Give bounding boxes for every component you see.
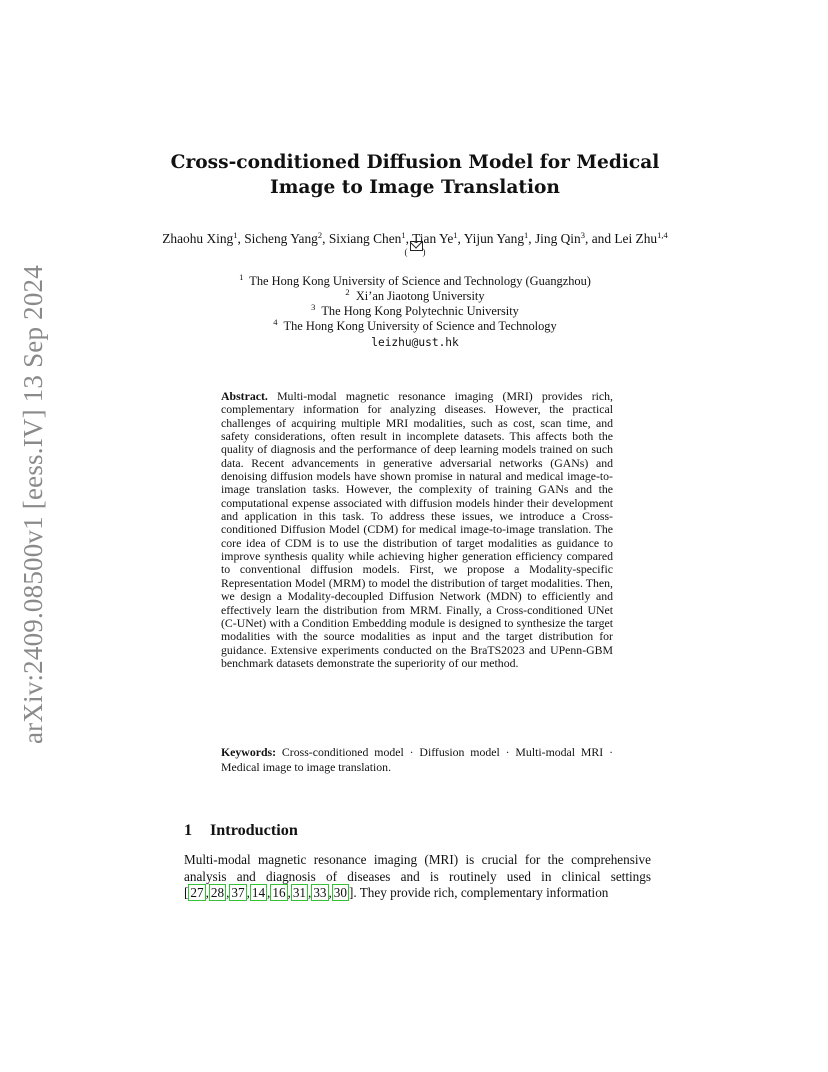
affiliation-line: $^1$ The Hong Kong University of Science and Technology (Guangzhou) bbox=[239, 272, 591, 288]
author-affil-sup: 1 bbox=[453, 230, 458, 240]
paper-title bbox=[150, 150, 680, 200]
section-title: Introduction bbox=[210, 821, 298, 839]
author-affil-sup: 3 bbox=[580, 230, 585, 240]
introduction-paragraph bbox=[184, 852, 651, 902]
author-affil-sup: 1 bbox=[524, 230, 529, 240]
citation-link[interactable]: 30 bbox=[333, 885, 347, 901]
section-heading-introduction bbox=[184, 821, 298, 840]
citation-link[interactable]: 14 bbox=[251, 885, 266, 901]
author-affil-sup: 1 bbox=[401, 230, 406, 240]
author-name: Yijun Yang bbox=[463, 231, 525, 246]
title-line-2: Image to Image Translation bbox=[270, 177, 560, 198]
keywords-label: Keywords: bbox=[221, 745, 277, 759]
author-name: and Lei Zhu bbox=[591, 231, 658, 246]
section-number: 1 bbox=[184, 821, 193, 839]
contact-email[interactable]: leizhu@ust.hk bbox=[371, 336, 459, 349]
affiliation-line: $^3$ The Hong Kong Polytechnic University bbox=[311, 302, 519, 318]
citation-link[interactable]: 33 bbox=[313, 885, 327, 901]
author-name: Jing Qin bbox=[534, 231, 581, 246]
abstract-text: Multi-modal magnetic resonance imaging (MRI) provides rich, complementary information for analyzing diseases. However, the practical challenges of acquiring multiple MRI modalities, such as cost, scan time, and safety considerations, often result in incomplete datasets. This affects both the quality of diagnosis and the performance of deep learning models trained on such data. Recent advancements in generative adversarial networks (GANs) and denoising diffusion models have shown promise in natural and medical image-to-image translation tasks. However, the complexity of training GANs and the computational expense associated with diffusion models hinder their development and application in this task. To address these issues, we introduce a Cross-conditioned Diffusion Model (CDM) for medical image-to-image translation. The core idea of CDM is to use the distribution of target modalities as guidance to improve synthesis quality while achieving higher generation efficiency compared to conventional diffusion models. First, we propose a Modality-specific Representation Model (MRM) to model the distribution of target modalities. Then, we design a Modality-decoupled Diffusion Network (MDN) to efficiently and effectively learn the distribution from MRM. Finally, a Cross-conditioned UNet (C-UNet) with a Condition Embedding module is designed to synthesize the target modalities with the source modalities as input and the target distribution for guidance. Extensive experiments conducted on the BraTS2023 and UPenn-GBM benchmark datasets demonstrate the superiority of our method. bbox=[221, 389, 613, 670]
affiliations bbox=[160, 274, 670, 350]
author-name: Sixiang Chen bbox=[328, 231, 402, 246]
author-affil-sup: 2 bbox=[317, 230, 323, 240]
intro-text-after: . They provide rich, complementary information bbox=[353, 885, 609, 901]
keywords-text: Cross-conditioned model · Diffusion model · Multi-modal MRI · Medical image to image translation. bbox=[221, 745, 614, 774]
author-name: Tian Ye bbox=[412, 231, 454, 246]
citation-link[interactable]: 27 bbox=[190, 885, 204, 901]
mail-icon[interactable]: ( ) bbox=[405, 247, 426, 257]
citation-link[interactable]: 37 bbox=[231, 885, 245, 901]
author-list: Zhaohu Xing$^1$, Sicheng Yang$^2$, Sixiang Chen$^1$, Tian Ye$^1$, Yijun Yang$^1$, Jing Qin$^3$, and Lei Zhu$^{1,4}$ ( ) bbox=[162, 230, 668, 257]
affiliation-line: $^4$ The Hong Kong University of Science and Technology bbox=[273, 317, 557, 333]
arxiv-identifier-stamp: arXiv:2409.08500v1 [eess.IV] 13 Sep 2024 bbox=[18, 265, 48, 744]
author-name: Sicheng Yang bbox=[244, 231, 318, 246]
author-name: Zhaohu Xing bbox=[162, 231, 234, 246]
intro-text-before: Multi-modal magnetic resonance imaging (MRI) is crucial for the comprehensive analysis and diagnosis of diseases and is routinely used in clinical settings bbox=[184, 852, 651, 884]
abstract bbox=[221, 390, 613, 670]
author-affil-sup: 1 bbox=[233, 230, 238, 240]
citation-link[interactable]: 16 bbox=[272, 885, 286, 901]
citation-group: [ 27 , 28 , 37 , 14 , 16 , 31 , 33 , 30 ] bbox=[184, 885, 354, 901]
abstract-label: Abstract. bbox=[221, 389, 268, 403]
affiliation-line: $^2$ Xi’an Jiaotong University bbox=[345, 287, 485, 303]
citation-link[interactable]: 31 bbox=[292, 885, 307, 901]
citation-link[interactable]: 28 bbox=[210, 885, 225, 901]
keywords bbox=[221, 745, 613, 774]
title-line-1: Cross-conditioned Diffusion Model for Medical bbox=[170, 152, 660, 173]
author-affil-sup: 1,4 bbox=[657, 230, 668, 240]
